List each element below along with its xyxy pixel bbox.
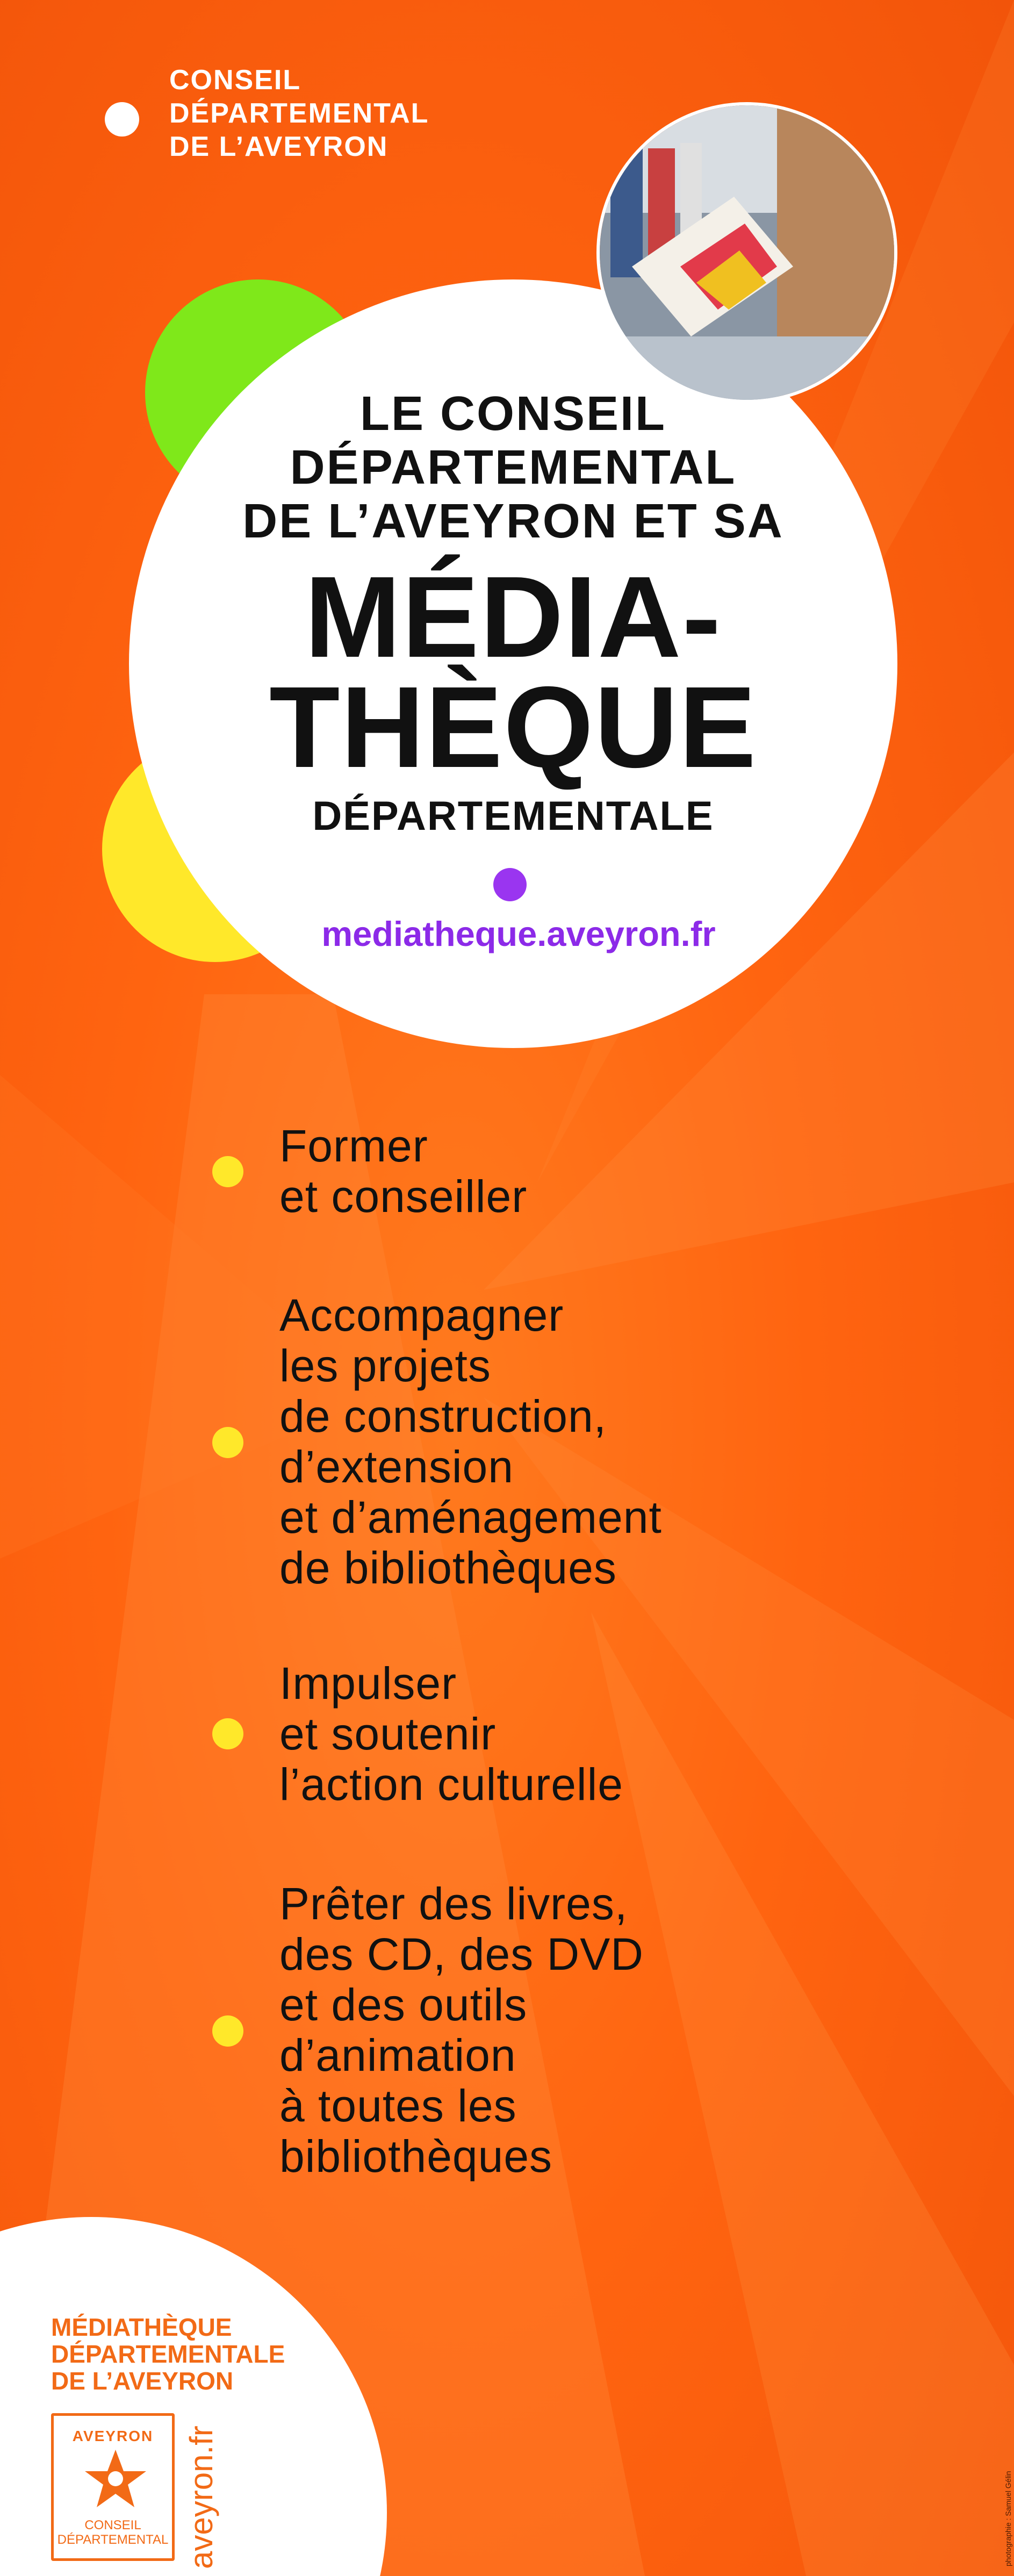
mission-line: d’extension <box>279 1441 514 1492</box>
mission-item <box>279 1121 527 1222</box>
aveyron-logo <box>51 2413 175 2561</box>
mission-line: Impulser <box>279 1658 457 1709</box>
yellow-bullet-icon <box>212 1156 243 1187</box>
council-line: DE L’AVEYRON <box>169 131 389 162</box>
mission-item <box>279 1290 662 1593</box>
website-url-text[interactable]: mediatheque.aveyron.fr <box>321 914 716 953</box>
council-line: DÉPARTEMENTAL <box>169 98 429 129</box>
footer-title-line: DÉPARTEMENTALE <box>51 2340 285 2368</box>
yellow-bullet-icon <box>212 1427 243 1458</box>
council-line: CONSEIL <box>169 64 301 96</box>
mission-line: et d’aménagement <box>279 1492 662 1542</box>
logo-top-text: AVEYRON <box>72 2428 154 2444</box>
mission-line: de bibliothèques <box>279 1542 617 1593</box>
mission-line: les projets <box>279 1340 491 1391</box>
mission-line: l’action culturelle <box>279 1759 623 1810</box>
mission-line: Former <box>279 1121 428 1171</box>
intro-line: DÉPARTEMENTAL <box>290 441 737 494</box>
mission-line: Prêter des livres, <box>279 1878 628 1929</box>
mission-line: et soutenir <box>279 1709 497 1759</box>
footer-website[interactable]: aveyron.fr <box>183 2426 219 2569</box>
logo-sub-line: DÉPARTEMENTAL <box>57 2532 169 2547</box>
aveyron-star-logo-icon <box>81 2445 150 2515</box>
logo-sub-line: CONSEIL <box>84 2518 141 2532</box>
yellow-bullet-icon <box>212 1718 243 1749</box>
yellow-bullet-icon <box>212 2015 243 2047</box>
mission-line: d’animation <box>279 2030 516 2080</box>
mission-line: à toutes les <box>279 2080 517 2131</box>
footer-title <box>51 2314 285 2394</box>
title-line: THÈQUE <box>269 662 757 792</box>
mission-line: de construction, <box>279 1391 607 1441</box>
logo-bottom-text <box>54 2518 172 2547</box>
mission-item <box>279 1658 623 1810</box>
mission-line: Accompagner <box>279 1290 564 1340</box>
mission-line: bibliothèques <box>279 2131 553 2182</box>
mission-line: et des outils <box>279 1979 528 2030</box>
footer-title-line: MÉDIATHÈQUE <box>51 2313 232 2341</box>
mission-item <box>279 1878 644 2182</box>
title-line: MÉDIA- <box>304 552 722 681</box>
footer-title-line: DE L’AVEYRON <box>51 2367 234 2395</box>
mission-line: et conseiller <box>279 1171 528 1222</box>
photo-credit: photographie : Samuel Gélin <box>1004 2471 1012 2566</box>
intro-line: DE L’AVEYRON ET SA <box>242 494 784 548</box>
headline-subtitle: DÉPARTEMENTALE <box>312 793 714 839</box>
intro-line: LE CONSEIL <box>359 387 667 441</box>
mission-line: des CD, des DVD <box>279 1929 644 1979</box>
